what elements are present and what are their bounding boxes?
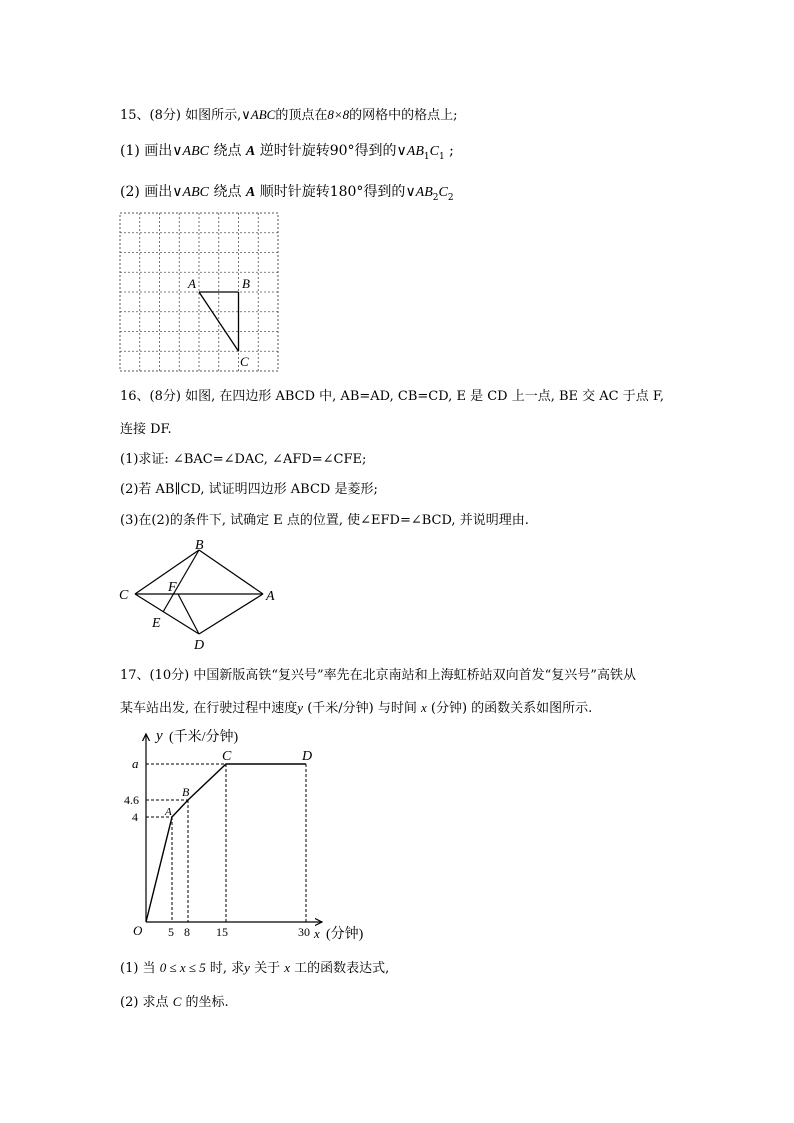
x-tick-30: 30 <box>298 925 310 939</box>
label-a: A <box>188 276 196 291</box>
label-d: D <box>194 638 205 653</box>
x-tick-8: 8 <box>184 925 190 939</box>
q16-part2: (2)若 AB∥CD, 试证明四边形 ABCD 是菱形; <box>120 482 378 497</box>
q15-grid-figure <box>118 211 282 375</box>
label-c: C <box>119 588 129 603</box>
segment-cb <box>135 550 199 594</box>
q16-line2: 连接 DF. <box>120 422 172 437</box>
q16-line1: 16、(8分) 如图, 在四边形 ABCD 中, AB=AD, CB=CD, E 是 CD 上一点, BE 交 AC 于点 F, <box>120 389 665 404</box>
y-axis-unit: (千米/分钟) <box>169 730 239 745</box>
origin-label: O <box>133 923 143 938</box>
label-b: B <box>195 538 204 553</box>
x-axis-unit: (分钟) <box>326 927 364 942</box>
segment-ba <box>199 550 263 594</box>
q16-rhombus-figure <box>112 536 287 654</box>
label-a: A <box>266 589 275 604</box>
x-tick-5: 5 <box>168 925 174 939</box>
segment-ad <box>199 594 263 634</box>
point-d-label: D <box>302 749 313 764</box>
label-c: C <box>240 354 249 369</box>
q17-part1: (1) 当 0 ≤ x ≤ 5 时, 求y 关于 x 工的函数表达式, <box>120 960 390 976</box>
q15-part1: (1) 画出∨ABC 绕点 A 逆时针旋转90°得到的$\vee AB_1C_1$ ; <box>120 143 454 162</box>
q15-part2: (2) 画出∨ABC 绕点 A 顺时针旋转180°得到的$\vee AB_2C_2$ <box>120 184 454 203</box>
x-tick-15: 15 <box>216 925 228 939</box>
q16-part1: (1)求证: ∠BAC=∠DAC, ∠AFD=∠CFE; <box>120 452 367 467</box>
point-a-label: A <box>165 806 172 818</box>
x-axis-label: x <box>314 926 320 941</box>
speed-polyline <box>146 764 306 922</box>
point-c-label: C <box>222 749 232 764</box>
q17-speed-graph <box>116 724 390 946</box>
label-e: E <box>152 616 161 631</box>
y-tick-4: 4 <box>132 810 138 824</box>
y-axis-label: y <box>156 728 163 744</box>
label-b: B <box>242 276 250 291</box>
q16-part3: (3)在(2)的条件下, 试确定 E 点的位置, 使∠EFD=∠BCD, 并说明理由. <box>120 513 529 528</box>
label-f: F <box>168 580 177 595</box>
y-tick-a: a <box>132 756 139 771</box>
q17-line2: 某车站出发, 在行驶过程中速度y (千米/分钟) 与时间 x (分钟) 的函数关系如图所示. <box>120 700 593 716</box>
y-tick-4-6: 4.6 <box>124 793 139 807</box>
q15-header: 15、(8分) 如图所示,∨ABC的顶点在8×8的网格中的格点上; <box>120 107 458 123</box>
guide-lines <box>146 764 306 922</box>
point-b-label: B <box>182 785 190 799</box>
q17-part2: (2) 求点 C 的坐标. <box>120 994 229 1010</box>
q17-line1: 17、(10分) 中国新版高铁“复兴号”率先在北京南站和上海虹桥站双向首发“复兴号”高铁从 <box>120 668 636 683</box>
segment-dc <box>135 594 199 634</box>
